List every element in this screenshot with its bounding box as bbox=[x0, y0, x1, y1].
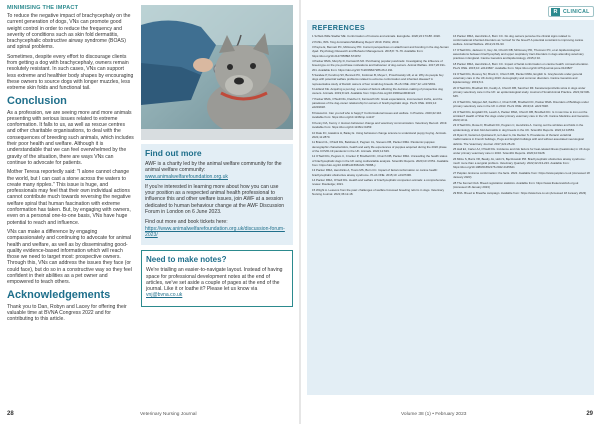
minimising-paragraph: To reduce the negative impact of brachycephaly on the current generation of dogs, VNs can promote good weight control in order to reduce the frequency and severity of conditions such as skin fold dermatitis, brachycephalic obstructive airway syndrome (BOAS) and spinal problems. bbox=[7, 13, 131, 51]
minimising-paragraph: Sometimes, despite every effort to discourage clients from getting a dog with brachycephaly, owners remain resolutely resistant. In such cases, VNs can support less extreme and healthier body shapes by encouraging these owners to source dogs with longer muzzles, less extreme skin folds and functional tail. bbox=[7, 53, 134, 92]
reference-item: 16 Packer RMA, Hendricks A, Burn CC. Do dog owners perceive the clinical signs related to conformational inherited disorders as 'normal' for the breed? A potential constraint to improving canine welfare. Animal Welfare. 2012;21:81-93. bbox=[453, 34, 584, 47]
reference-item: 2 Pöhls, IMS. 'Dog domination/Wellbeing Report' 2019. Pöhls; 2019. bbox=[312, 39, 400, 44]
reference-item: 21 O'Neill DG, Skipper AM, Kadhim J, Church DB, Brodbelt DC, Packer RMA. Disorders of Bulldogs under primary veterinary care in the UK in 2013. PLoS ONE. 2019;14: e0217928. bbox=[453, 99, 589, 108]
references-panel bbox=[307, 20, 594, 395]
find-out-more-tickets-text bbox=[145, 219, 289, 238]
reference-item: 27 Petplan. Extreme conformation: the facts. 2022. Available from: https://www.petplan.co.uk (Accessed 18 January 2023) bbox=[453, 171, 590, 180]
reference-item: 23 O'Neill DG, Rowe D, Brodbelt DC, Pegram C, Hendricks A. Ironing out the wrinkles and folds in the epidemiology of skin fold dermatitis in dog breeds in the UK. Scientific Reports. 2022;12:10553. bbox=[453, 123, 584, 132]
vet-with-dog-photo bbox=[141, 5, 293, 140]
left-column-text bbox=[7, 5, 134, 405]
conclusion-heading: Conclusion bbox=[7, 94, 67, 107]
reference-item: 1 Schlett-Wille Stadler ME. Conformation of humans and animals. Euroglobe. 2020;22:173-88. 2020. bbox=[312, 34, 441, 38]
find-out-more-text bbox=[145, 161, 289, 180]
clinical-badge-label: CLINICAL bbox=[563, 8, 590, 15]
vnj-email-link[interactable]: vnj@bvna.co.uk bbox=[146, 292, 183, 299]
reference-item: 15 Wright A. Lessons from the past: challenges of welfare focussed breeding reform in dogs. Veterinary Nursing Journal. 2021;36:12-18. bbox=[312, 188, 445, 197]
left-page-number: 28 bbox=[7, 411, 14, 417]
reference-item: 7 Packer RMA, O'Neill DG, Fletcher F, Farnworth MJ. Great expectations, inconvenient truths, and the paradoxes of the dog-owner relationship for owners of brachycephalic dogs. PLoS ONE. 2019;14: e0219918. bbox=[312, 97, 443, 110]
need-notes-box bbox=[141, 250, 293, 306]
need-notes-text bbox=[146, 267, 288, 298]
reference-item: 3 Payne E, Bennett PC, McGreevy PD. Current perspectives on attachment and bonding in the dog-human dyad. Psychology Research and Behavior Management. 2015;8: 71-79. Available from: https://doi.org/10.2147/PRBM.S74972 bbox=[312, 45, 449, 58]
reference-item: 20 O'Neill DG, Brodbelt DC, Keddy A, Church DB, Sanchez RF. Keratoconjunctivitis sicca in dogs under primary veterinary care in the UK: an epidemiological study. Journal of Small Animal Practice. 2021;62:636-645. bbox=[453, 85, 590, 99]
vet-dog-illustration bbox=[141, 5, 293, 140]
conclusion-paragraph: VNs can make a difference by engaging compassionately and continuing to advocate for animal health and welfare, as well as by disseminating good-quality evidence-based information which will reach those we need to target most: prospective owners. Through this, VNs can address the issues they face (or could face), but do so in a constructive way so they feel confident in their abilities as a pet owner and empowered to teach others. bbox=[7, 228, 132, 286]
minimising-heading: MINIMISING THE IMPACT bbox=[7, 5, 79, 11]
reference-item: 5 Sandøe P, Kondrup SV, Bennett PC, Forkman B, Meyer I, Proschowsky HF, et al. Why do people buy dogs with potential welfare problems related to extreme conformation and inherited disease? A representative study of Danish owners of four small dog breeds. PLoS ONE. 2017;12: e0172091. bbox=[312, 73, 444, 86]
find-out-more-forum-text: If you're interested in learning more about how you can use your position as a respected animal health professional to influence this and other welfare issues, join AWF at a session dedicated to human behaviour change at the AWF Discussion Forum in London on 6 June 2023. bbox=[145, 183, 285, 216]
reference-item: 11 Brand CL, O'Neill DG, Belshaw Z, Pegram CL, Stevens KB, Packer RMA. Pandemic puppies: demographic characteristics, health and early life experiences of puppies acquired during the 2020 phase of the COVID-19 pandemic in the UK. Animals. 2022;12:629. bbox=[312, 140, 447, 153]
reference-item: 10 Dale FC, Hawkins H, Bailey E. Using behaviour change science to understand puppy buying. Animals. 2021;11:2870. bbox=[312, 130, 447, 139]
reference-item: 6 Holland KE. Acquiring a pet dog: a review of factors affecting the decision-making of prospective dog owners. Animals. 2019;9:124. Available from: https://doi.org/10.3390/ani9040124 bbox=[312, 87, 443, 96]
reference-item: 24 Ryan R, Gutierrez-Quintana R, ter Haar G, De Decker S. Prevalence of thoracic vertebral malformations in French bulldogs, Pugs and English bulldogs with and without associated neurological deficits. The Veterinary Journal. 2017;221:25-29. bbox=[453, 133, 584, 146]
conclusion-paragraph: Mother Teresa reportedly said: "I alone cannot change the world, but I can cast a stone across the waters to create many ripples." This issue is huge, and professionals may feel that their own individual actions cannot contribute much towards reversing the negative welfare spiral that human fascination with extreme conformation has taken. But, by engaging with owners, even on a personal one-to-one basis, VNs have huge potential to reach and influence. bbox=[7, 169, 131, 226]
reference-item: 9 Kenny DA, Kenny J. Human behaviour change and veterinary communication. Veterinary Record. 2019. Available from: https://doi.org/10.1136/vr.l4459 bbox=[312, 120, 448, 129]
reference-item: 13 Packer RMA, Hendricks A, Tivers MS, Burn CC. Impact of facial conformation on canine health: brachycephalic obstructive airway syndrome. PLoS ONE. 2015;10: e0137496. bbox=[312, 168, 438, 177]
reference-item: 14 Packer RMA, O'Neill DG. Health and welfare of brachycephalic companion animals: a comprehensive review. Routledge; 2021. bbox=[312, 178, 446, 187]
acknowledgements-heading: Acknowledgements bbox=[7, 288, 111, 301]
reference-item: 19 O'Neill DG, Rooney NJ, Brock C, Church DB, Packer RMA, English G. Greyhounds under general veterinary care in the UK during 2016: demography and common disorders. Canine Genetics and Epidemiology. 2019;6:4. bbox=[453, 71, 583, 85]
clinical-section-badge bbox=[548, 6, 594, 17]
acknowledgements-text: Thank you to Dan, Robyn and Lacey for offering their valuable time at BVNA Congress 2022 and for contributing to this article. bbox=[7, 303, 127, 323]
reference-item: 12 O'Neill DG, Pegram C, Crocker P, Brodbelt DC, Church DB, Packer RMA. Unravelling the health status of brachycephalic dogs in the UK using multivariable analysis. Scientific Reports. 2020;10:17251. Available from: https://doi.org/10.1038/s41598-020-73088-y bbox=[312, 154, 449, 167]
reference-item: 22 O'Neill DG, Engdahl KS, Leach A, Packer RMA, Church DB, Brodbelt DC. Is it now time to iron out the wrinkles? Health of Shar Pei dogs under primary veterinary care in the UK. Canine Medicine and Genetics. 2023;10:11. bbox=[453, 109, 590, 122]
reference-item: 8 Fawcett A. Can you tell who is happy? Conformational issues and welfare. In Practice. 2020;42:116. Available from: https://doi.org/10.1136/inp.m1147 bbox=[312, 111, 442, 120]
find-out-more-box bbox=[141, 144, 293, 245]
volume-info: Volume 38 (1) • February 2023 bbox=[401, 412, 467, 417]
reference-item: 18 Packer RMA, Hendricks A, Burn CC. Impact of facial conformation on canine health: corneal ulceration. PLoS ONE. 2015;10: e0123827. Available from: https://doi.org/10.1371/journal.pone.0123827 bbox=[453, 61, 589, 71]
left-footer-journal bbox=[140, 412, 197, 418]
reference-item: 26 Mitze S, Barrs VR, Beatty JA, Hobi S, Bęczkowski PM. Brachycephalic obstructive airway syndrome: much more than a surgical problem. Veterinary Quarterly. 2022;42:213-223. Available from: https://doi.org/10.1080/01652176.2022.2145621 bbox=[453, 157, 586, 170]
references-column-2 bbox=[453, 34, 590, 392]
references-column-1 bbox=[312, 34, 449, 392]
left-footer bbox=[7, 411, 14, 418]
left-column-sidebar bbox=[141, 5, 293, 405]
reference-item: 29 BVA. Breed to Breathe campaign. Available from: https://www.bva.co.uk (Accessed 18 January 2023) bbox=[453, 190, 587, 195]
discussion-forum-link[interactable]: https://www.animalwelfarefoundation.org.uk/discussion-forum-2023/ bbox=[145, 225, 285, 238]
conclusion-paragraph: As a profession, we are seeing more and more animals presenting with serious issues related to extreme conformation. It falls to us, as well as rescue centres and other charitable organisations, to deal with the consequences of breeding such animals, which includes their poor health and welfare. Although it is understandable that we can feel overwhelmed by the gravity of the situation, there are ways VNs can continue to advocate for patients. bbox=[7, 109, 134, 166]
awf-website-link[interactable]: www.animalwelfarefoundation.org.uk bbox=[145, 173, 228, 180]
tickets-prompt: Find out more and book tickets here: bbox=[145, 219, 228, 226]
right-footer-volume bbox=[401, 412, 466, 418]
journal-name: Veterinary Nursing Journal bbox=[140, 412, 197, 417]
right-page-number: 29 bbox=[586, 411, 593, 417]
references-title: REFERENCES bbox=[312, 23, 366, 32]
find-out-more-heading: Find out more bbox=[145, 148, 202, 158]
reference-item: 25 Hall EJ, Carter AJ, O'Neill DG. Incidence and risk factors for heat-related illness (heatstroke) in UK dogs under primary veterinary care in 2016. Scientific Reports. 2020;10:9128. bbox=[453, 147, 590, 156]
reference-item: 28 The Kennel Club. Breed registration statistics. Available from: https://www.thekennelclub.org.uk (Accessed 18 January 2023) bbox=[453, 180, 579, 189]
right-footer bbox=[586, 411, 593, 418]
need-notes-heading: Need to make notes? bbox=[146, 255, 227, 265]
reference-item: 4 Packer RMA, Murphy D, Farnworth MJ. Purchasing popular purebreds: Investigating the influence of breed-type on the pre-purchase motivations and behaviour of dog owners. Animal Welfare. 2017;26:191-201. Available from: https://doi.org/10.7120/09627286.26.2.191 bbox=[312, 59, 446, 72]
awf-description: AWF is a charity led by the animal welfare community for the animal welfare community: bbox=[145, 161, 282, 174]
left-page bbox=[0, 0, 299, 424]
clinical-badge-icon: R bbox=[551, 8, 560, 16]
right-page bbox=[301, 0, 600, 424]
reference-item: 17 O'Neill DG, Jackson C, Guy JH, Church DB, McGreevy PD, Thomson PC, et al. Epidemiological associations between brachycephaly and upper respiratory tract disorders in dogs attending veterinary practices in England. Canine Genetics and Epidemiology. 2015;2:10. bbox=[453, 47, 584, 61]
need-notes-body: We're trialling an easier-to-navigate layout. Instead of having space for professional development notes at the end of articles, we've set aside a couple of pages at the end of the journal. Like it or loathe it? Please let us know via bbox=[146, 267, 283, 293]
